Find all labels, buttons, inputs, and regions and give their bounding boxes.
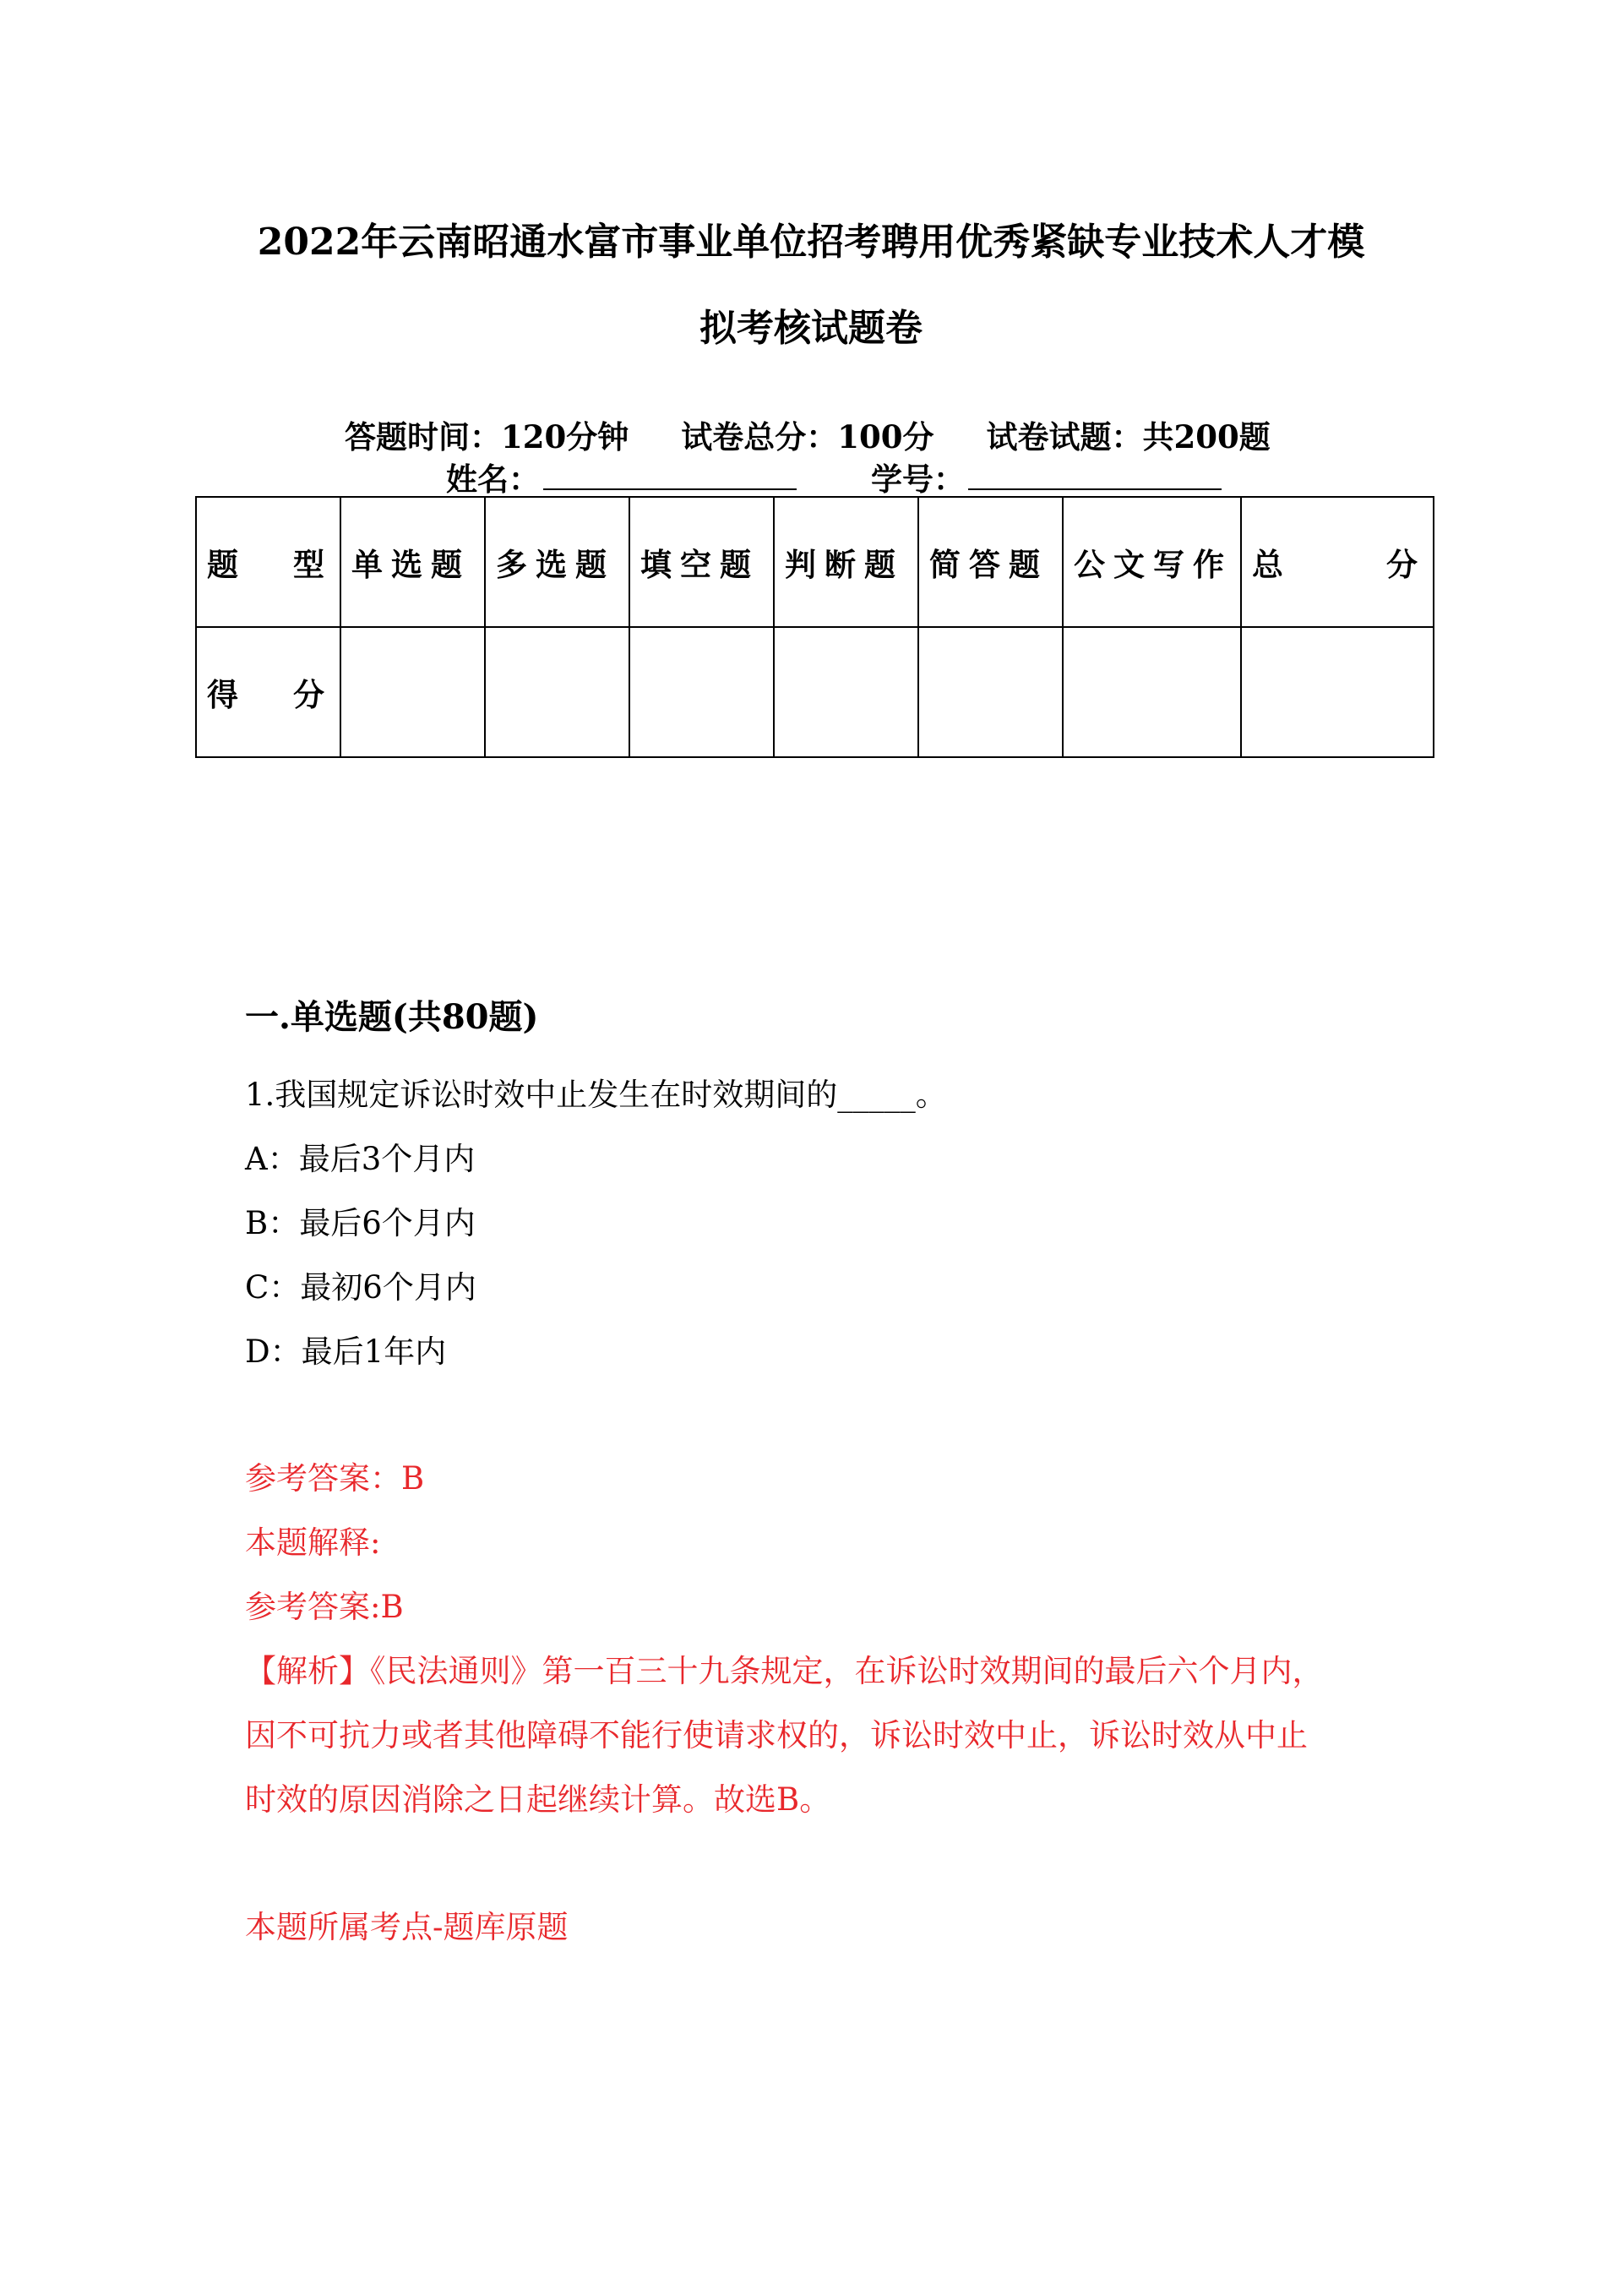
explanation-label: 本题解释: <box>245 1524 381 1561</box>
exam-info <box>345 412 1271 457</box>
score-cell[interactable] <box>774 627 918 757</box>
score-cell[interactable] <box>918 627 1063 757</box>
option-d: D：最后1年内 <box>245 1333 447 1370</box>
document-title-line1: 2022年云南昭通水富市事业单位招考聘用优秀紧缺专业技术人才模 <box>257 221 1365 264</box>
explanation-line-2: 因不可抗力或者其他障碍不能行使请求权的，诉讼时效中止，诉讼时效从中止 <box>245 1717 1308 1753</box>
reference-answer-repeat: 参考答案:B <box>245 1589 404 1625</box>
score-cell[interactable] <box>1063 627 1241 757</box>
score-cell[interactable] <box>629 627 774 757</box>
option-c: C：最初6个月内 <box>245 1269 476 1306</box>
id-blank[interactable] <box>968 463 1222 490</box>
header-total-cell: 总 分 <box>1241 497 1434 627</box>
name-blank[interactable] <box>543 463 797 490</box>
student-info <box>446 454 1222 499</box>
exam-question-count: 试卷试题：共200题 <box>986 418 1271 455</box>
exam-time: 答题时间：120分钟 <box>345 418 629 455</box>
score-total-cell[interactable] <box>1241 627 1434 757</box>
option-a: A：最后3个月内 <box>245 1141 476 1177</box>
header-multiple-choice: 多选题 <box>485 497 629 627</box>
section-heading: 一.单选题(共80题) <box>245 997 539 1037</box>
question-text: 1.我国规定诉讼时效中止发生在时效期间的_____。 <box>245 1077 947 1113</box>
score-table-header-row <box>196 497 1434 627</box>
id-label: 学号： <box>871 461 965 498</box>
exam-total-score: 试卷总分：100分 <box>681 418 934 455</box>
explanation-line-1: 【解析】《民法通则》第一百三十九条规定，在诉讼时效期间的最后六个月内， <box>245 1653 1324 1689</box>
document-title-line2: 拟考核试题卷 <box>699 307 923 350</box>
score-table <box>195 496 1434 758</box>
header-single-choice: 单选题 <box>340 497 485 627</box>
header-fill-blank: 填空题 <box>629 497 774 627</box>
score-table-score-row <box>196 627 1434 757</box>
score-cell[interactable] <box>340 627 485 757</box>
option-b: B：最后6个月内 <box>245 1205 476 1241</box>
score-cell[interactable] <box>485 627 629 757</box>
explanation-line-3: 时效的原因消除之日起继续计算。故选B。 <box>245 1781 831 1818</box>
header-short-answer: 简答题 <box>918 497 1063 627</box>
header-type-cell: 题 型 <box>196 497 340 627</box>
header-true-false: 判断题 <box>774 497 918 627</box>
question-source: 本题所属考点-题库原题 <box>245 1909 569 1945</box>
reference-answer: 参考答案：B <box>245 1460 425 1497</box>
name-label: 姓名： <box>446 461 540 498</box>
score-label-cell: 得 分 <box>196 627 340 757</box>
header-official-writing: 公文写作 <box>1063 497 1241 627</box>
